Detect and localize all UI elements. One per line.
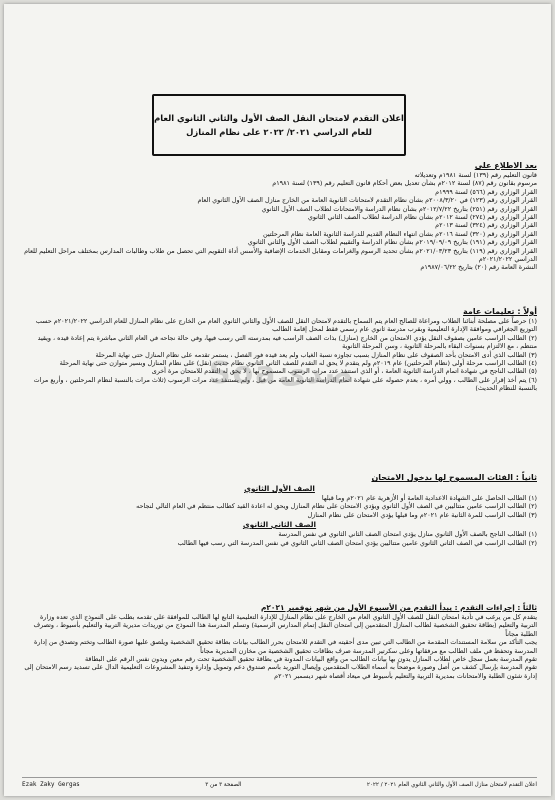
- grade2-item: (١) الطالب الناجح بالصف الأول الثانوي منازل يؤدي امتحان الصف الثاني الثانوي في نفس المدرسة: [278, 530, 537, 539]
- footer-author: Ezak Zaky Gergas: [22, 781, 80, 788]
- intro-item: القرار الوزاري رقم (١٢٣) في ٢٠٠٨/٣/٢٠م بشأن نظام التقدم لامتحانات الثانوية العامة من الخارج منازل الصف الأول الثانوي العام: [197, 196, 537, 205]
- intro-section: [22, 160, 537, 272]
- intro-item: قانون التعليم رقم (١٣٩) لسنة ١٩٨١م وتعديلاته: [414, 171, 537, 179]
- intro-item: القرار الوزاري رقم (١١٩) بتاريخ ٢٠٢١/٠٣/٢٣م بشأن تحديد الرسوم والغرامات ومقابل الخدمات الإضافية والأسس أداة التقويم التي تحصل من طلاب وطالبات المدارس بمختلف مراحل التعليم للعام الدراسي ٢٠٢١/٢٠٢٢م: [24, 246, 537, 264]
- document-page: [4, 4, 551, 796]
- grade1-item: (١) الطالب الحاصل على الشهادة الاعدادية العامة أو الأزهرية عام ٢٠٢١م وما قبلها: [321, 494, 537, 502]
- instruction-item: (١) حرصاً على مصلحة أبنائنا الطلاب ومراعاة للصالح العام يتم السماح بالتقدم لامتحان النقل للصف الأول والثاني الثانوي العام من الخارج على نظام المنازل للعام الدراسي ٢٠٢١/٢٠٢٢م حسب التوزيع الجغرافي وموافقة الإدارة التعليمية وبقرب مدرسة ثانوي عام رسمي فقط لمحل إقامة الطالب: [35, 317, 537, 334]
- procedure-item: تقوم المدرسة بإرسال كشف من أصل وصورة موضحاً به أسماء الطلاب المتقدمين وإيصال التوريد باسم صندوق دعم وتمويل وإدارة وتنفيذ المشروعات التعليمية الدال على تسديد رسم الامتحان إلى إدارة شئون الطلبة والامتحانات بمديرية التربية والتعليم بأسيوط في ميعاد أقصاه شهر ديسمبر ٢٠٢١م: [24, 663, 537, 680]
- intro-item: القرار الوزاري رقم (٣٢٠) لسنة ٢٠١٦م بشأن انتهاء النظام القديم للدراسة الثانوية العامة نظام المرحلتين: [262, 229, 537, 238]
- grade1-item: (٣) الطالب الراسب للمرة الثانية عام ٢٠٢١م وما قبلها يؤدي الامتحان على نظام المنازل: [307, 510, 537, 519]
- eligible-categories: [22, 472, 537, 547]
- intro-item: مرسوم بقانون رقم (٨٧) لسنة ٢٠١٢م بشأن تعديل بعض أحكام قانون التعليم رقم (١٣٩) لسنة ١٩٨١م: [272, 179, 537, 188]
- procedure-item: يجب التأكد من سلامة المستندات المقدمة من الطالب التي تبين مدى أحقيته في التقدم للامتحان بحرر الطالب بيانات بطاقة تحقيق الشخصية ويلصق عليها صورة الطالب وتختم وتصدق من إدارة المدرسة وتحفظ في ملف الطالب مع مرفقاتها وعلى سكرتير المدرسة صرف بطاقات تحقيق الشخصية من مخازن المديرية مجاناً: [34, 638, 537, 655]
- intro-heading: بعد الاطلاع على: [474, 161, 537, 170]
- intro-item: القرار الوزاري رقم (٥٦٦) لسنة ١٩٩٩م: [435, 187, 537, 196]
- title-box: [152, 94, 406, 156]
- grade2-item: (٢) الطالب الراسب في الصف الثاني الثانوي عامين متتاليين يؤدي امتحان الصف الثاني الثانوي في نفس المدرسة التي رسب فيها الطالب: [177, 538, 537, 547]
- application-procedures: [22, 602, 537, 680]
- instruction-item: (٢) الطالب الراسب عامين بصفوف النقل يؤدي الامتحان من الخارج (منازل) بذات الصف الراسب فيه بمدرسته التي رسب فيها، وفي حالة نجاحه في العام الثاني مباشرة يتم إعادة قيده ، ويقيد منتظم ، مع الالتزام بسنوات البقاء بالمرحلة الثانوية ، وسن المرحلة الثانوية: [37, 333, 537, 351]
- intro-item: القرار الوزاري رقم (٣٢٤) لسنة ٢٠١٣م: [435, 221, 537, 230]
- procedure-item: يتقدم كل من يرغب في تأدية امتحان النقل للصف الأول الثانوي العام من الخارج على نظام المنازل للإدارة التعليمية التابع لها الطالب للموافقة على تقدمه بطلب على النموذج الذي تعده وزارة التربية والتعليم (بطاقة تحقيق الشخصية لطالب المنازل المتقدمين إلى امتحان النقل إتمام المدارس الرسمية) وتسلم المدرسة هذا النموذج من توريدات مديرية التربية والتعليم بأسيوط ، وتصرف الطلبة مجاناً: [33, 613, 537, 638]
- title-line-1: اعلان التقدم لامتحان النقل الصف الأول والثاني الثانوي العام: [154, 113, 404, 123]
- footer-page-number: الصفحة ٣ من ٣: [205, 781, 242, 788]
- intro-item: القرار الوزاري رقم (٢٧٤) لسنة ٢٠١٢م بشأن نظام الدراسة لطلاب الصف الثاني الثانوي: [307, 213, 537, 222]
- section2-heading: ثانياً : الفئات المسموح لها بدخول الامتحان: [371, 473, 537, 482]
- section3-heading: ثالثاً : إجراءات التقدم : يبدأ التقدم من الأسبوع الأول من شهر نوفمبر ٢٠٢١م: [261, 603, 537, 612]
- page-footer: [22, 777, 537, 788]
- grade1-item: (٢) الطالب الراسب عامين متتاليين في الصف الأول الثانوي ويؤدي الامتحان على نظام المنازل ويحق له اعادة القيد كطالب منتظم في العام التالي لنجاحه: [136, 502, 537, 511]
- section1-heading: أولاً : تعليمات عامة: [463, 307, 537, 316]
- intro-item: النشرة العامة رقم (٢٠) بتاريخ ١٩٨٧/٠٦/٢٢م: [420, 263, 537, 272]
- watermark-stamp-arabic: صدى: [279, 356, 353, 391]
- instruction-item: (٤) الطالب الراسب مرحلة أولى (نظام المرحلتين) عام ٢٠١٩م ولم يتقدم لا يحق له التقدم للصف الثاني الثانوي نظام حديث (نقل) على نظام المنازل وبسير متوازن حتى نهاية المرحلة: [59, 359, 537, 368]
- title-line-2: للعام الدراسي ٢٠٢١/ ٢٠٢٢ على نظام المنازل: [186, 127, 372, 137]
- intro-item: القرار الوزاري رقم (٢٥١) بتاريخ ٢٠١٢/٧/٢٢م بشأن نظام الدراسة والامتحانات لطلاب الصف الأول الثانوي: [261, 204, 537, 213]
- instruction-item: (٦) يتم أخذ إقرار على الطالب ، وولي أمره ، بعدم حصوله على شهادة اتمام الدراسة الثانوية العامة من قبل ، ولم يستنفذ عدد مرات الرسوب (ثلاث مرات بالنسبة لنظام المرحلتين ، وأربع مرات بالنسبة للنظام الحديث): [33, 375, 537, 393]
- instruction-item: (٣) الطالب الذي أدى الامتحان بأحد الصفوف على نظام المنازل بسبب تجاوزه نسبة الغياب ولم يعد قيده فور الفصل ، يستمر تقدمه على نظام المنازل حتى نهاية المرحلة: [95, 350, 537, 359]
- grade1-title: الصف الأول الثانوي: [244, 484, 315, 493]
- watermark-stamp: Soa: [209, 356, 278, 391]
- footer-note: اعلان التقدم لامتحان منازل الصف الأول والثاني الثانوي العام ٢٠٢١ / ٢٠٢٢: [366, 781, 537, 788]
- instruction-item: (٥) الطالب الناجح في شهادة اتمام الدراسة الثانوية العامة ، أو الذي استنفذ عدد مرات الرسوب المسموح بها ، لا يحق له التقدم للامتحان مرة أخرى: [151, 367, 537, 376]
- intro-item: القرار الوزاري رقم (١٩١) بتاريخ ٢٠١٩/٠٩/٠٩م بشأن نظام الدراسة والتقييم لطلاب الصف الأول والثاني الثانوي: [247, 238, 537, 247]
- grade2-title: الصف الثاني الثانوي: [242, 520, 317, 530]
- procedure-item: تقوم المدرسة بعمل سجل خاص لطلاب المنازل يدون بها بيانات الطالب من واقع البيانات المدونة في بطاقة تحقيق الشخصية تحت رقم معين ويدون نفس الرقم على البطاقة: [85, 655, 537, 664]
